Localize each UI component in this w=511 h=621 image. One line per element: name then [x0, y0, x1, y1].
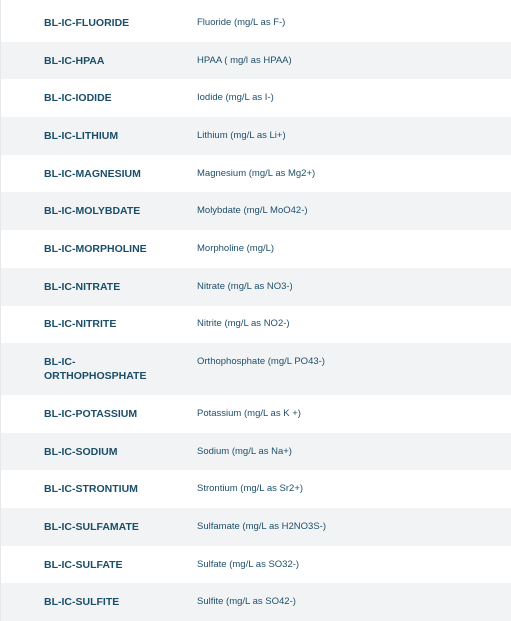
table-row — [1, 4, 511, 42]
analyte-description: Morpholine (mg/L) — [197, 242, 275, 254]
table-row — [1, 433, 511, 471]
table-row — [1, 546, 511, 584]
table-row — [1, 395, 511, 433]
analyte-description: Strontium (mg/L as Sr2+) — [197, 483, 304, 495]
analyte-description: Lithium (mg/L as Li+) — [197, 129, 286, 141]
table-row — [1, 583, 511, 621]
analyte-code: BL-IC-IODIDE — [44, 92, 112, 105]
table-row — [1, 230, 511, 268]
analyte-code: BL-IC- ORTHOPHOSPHATE — [44, 356, 147, 383]
table-row — [1, 155, 511, 193]
analyte-description: Sulfite (mg/L as SO42-) — [197, 596, 296, 608]
analyte-code: BL-IC-SULFITE — [44, 596, 120, 609]
analyte-description: Magnesium (mg/L as Mg2+) — [197, 167, 316, 179]
analyte-code: BL-IC-STRONTIUM — [44, 483, 138, 496]
table-row — [1, 470, 511, 508]
analyte-code: BL-IC-LITHIUM — [44, 129, 119, 142]
analyte-description: Molybdate (mg/L MoO42-) — [197, 205, 308, 217]
table-row — [1, 42, 511, 80]
analyte-code: BL-IC-NITRATE — [44, 280, 121, 293]
analyte-code: BL-IC-SODIUM — [44, 445, 118, 458]
analyte-code: BL-IC-HPAA — [44, 54, 105, 67]
analyte-description: Orthophosphate (mg/L PO43-) — [197, 356, 325, 368]
analyte-table — [1, 4, 511, 621]
table-row — [1, 508, 511, 546]
analyte-description: Potassium (mg/L as K +) — [197, 407, 301, 419]
analyte-description: Sodium (mg/L as Na+) — [197, 445, 292, 457]
analyte-code: BL-IC-FLUORIDE — [44, 16, 130, 29]
table-row — [1, 192, 511, 230]
table-row — [1, 306, 511, 344]
table-row — [1, 79, 511, 117]
analyte-code: BL-IC-MORPHOLINE — [44, 242, 147, 255]
analyte-description: Sulfate (mg/L as SO32-) — [197, 558, 300, 570]
analyte-description: Sulfamate (mg/L as H2NO3S-) — [197, 520, 326, 532]
analyte-description: Fluoride (mg/L as F-) — [197, 16, 286, 28]
analyte-description: Nitrite (mg/L as NO2-) — [197, 318, 290, 330]
analyte-code: BL-IC-SULFAMATE — [44, 520, 139, 533]
analyte-description: HPAA ( mg/l as HPAA) — [197, 54, 292, 66]
table-row — [1, 117, 511, 155]
analyte-code: BL-IC-POTASSIUM — [44, 407, 138, 420]
analyte-description: Iodide (mg/L as I-) — [197, 92, 274, 104]
table-row — [1, 343, 511, 395]
analyte-code: BL-IC-NITRITE — [44, 318, 117, 331]
analyte-code: BL-IC-MOLYBDATE — [44, 205, 141, 218]
analyte-code: BL-IC-MAGNESIUM — [44, 167, 141, 180]
analyte-code: BL-IC-SULFATE — [44, 558, 123, 571]
analyte-description: Nitrate (mg/L as NO3-) — [197, 280, 293, 292]
table-row — [1, 268, 511, 306]
